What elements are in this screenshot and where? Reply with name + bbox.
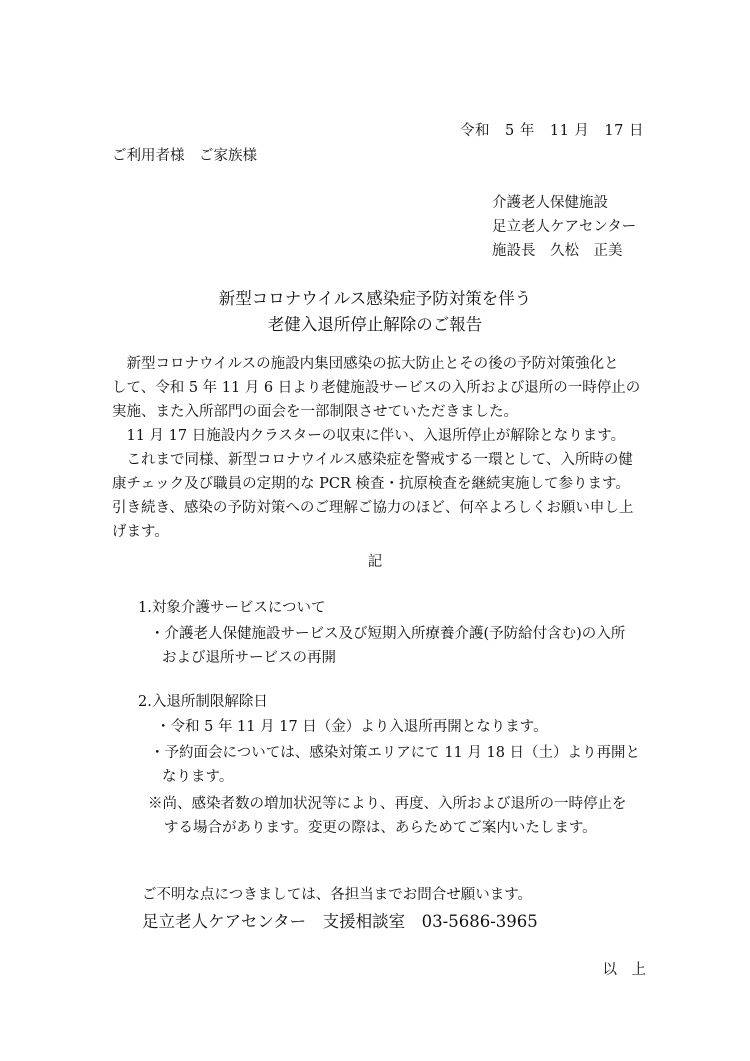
section-2-note: ※尚、感染者数の増加状況等により、再度、入所および退所の一時停止を bbox=[148, 796, 627, 812]
section-2-bullet-1: ・令和 5 年 11 月 17 日（金）より入退所再開となります。 bbox=[156, 719, 548, 735]
section-1-bullet-continued: および退所サービスの再開 bbox=[162, 650, 336, 666]
sender-facility-type: 介護老人保健施設 bbox=[492, 195, 608, 211]
closing-mark: 以 上 bbox=[602, 962, 646, 978]
section-1-bullet: ・介護老人保健施設サービス及び短期入所療養介護(予防給付含む)の入所 bbox=[150, 626, 626, 642]
footer-inquiry-note: ご不明な点につきましては、各担当までお問合せ願います。 bbox=[142, 887, 533, 903]
recipient: ご利用者様 ご家族様 bbox=[112, 148, 257, 164]
document-title-line-1: 新型コロナウイルス感染症予防対策を伴う bbox=[218, 289, 532, 308]
ki-heading: 記 bbox=[367, 554, 383, 570]
sender-director: 施設長 久松 正美 bbox=[492, 243, 623, 259]
body-line: 新型コロナウイルスの施設内集団感染の拡大防止とその後の予防対策強化と bbox=[112, 356, 619, 372]
footer-contact: 足立老人ケアセンター 支援相談室 03-5686-3965 bbox=[142, 912, 538, 931]
body-line: 引き続き、感染の予防対策へのご理解ご協力のほど、何卒よろしくお願い申し上 bbox=[112, 500, 634, 516]
section-2-note-continued: する場合があります。変更の際は、あらためてご案内いたします。 bbox=[164, 820, 597, 836]
section-2-bullet-2-continued: なります。 bbox=[162, 769, 234, 785]
body-line: げます。 bbox=[112, 524, 169, 540]
section-2-title: 2.入退所制限解除日 bbox=[138, 694, 268, 710]
document-title-line-2: 老健入退所停止解除のご報告 bbox=[267, 315, 483, 334]
section-1-title: 1.対象介護サービスについて bbox=[138, 600, 326, 616]
body-line: 康チェック及び職員の定期的な PCR 検査・抗原検査を継続実施して参ります。 bbox=[112, 476, 630, 492]
body-line: 11 月 17 日施設内クラスターの収束に伴い、入退所停止が解除となります。 bbox=[112, 428, 626, 444]
body-text bbox=[112, 352, 652, 544]
body-line: 実施、また入所部門の面会を一部制限させていただきました。 bbox=[112, 404, 518, 420]
body-line: して、令和 5 年 11 月 6 日より老健施設サービスの入所および退所の一時停止の bbox=[112, 380, 641, 396]
document-date: 令和 5 年 11 月 17 日 bbox=[460, 123, 644, 139]
body-line: これまで同様、新型コロナウイルス感染症を警戒する一環として、入所時の健 bbox=[112, 452, 633, 468]
section-2-bullet-2: ・予約面会については、感染対策エリアにて 11 月 18 日（土）より再開と bbox=[150, 745, 641, 761]
sender-facility-name: 足立老人ケアセンター bbox=[492, 219, 637, 235]
